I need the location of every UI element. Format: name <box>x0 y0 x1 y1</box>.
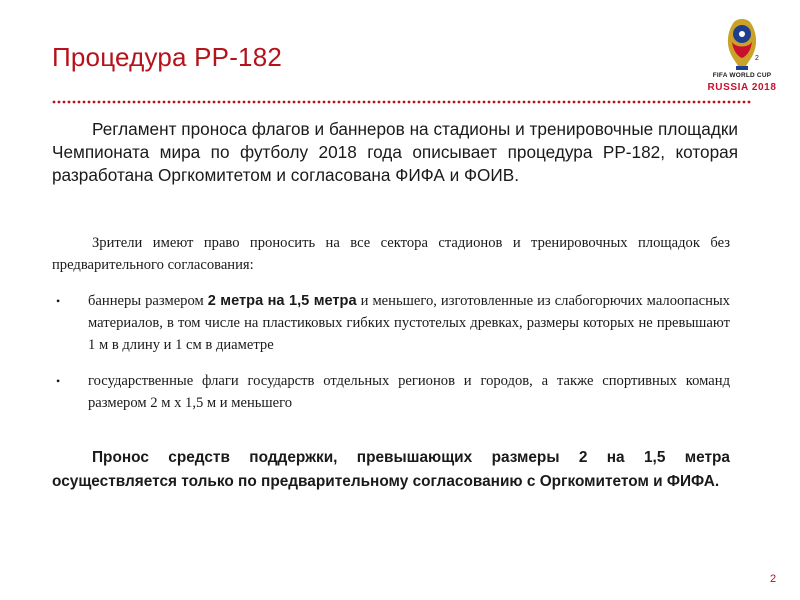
logo-caption-fifa: FIFA WORLD CUP <box>712 72 772 79</box>
svg-text:2: 2 <box>755 55 759 62</box>
rules-block <box>52 232 730 428</box>
page-number: 2 <box>770 573 777 585</box>
rules-lead: Зрители имеют право проносить на все сектора стадионов и тренировочных площадок без предварительного согласования: <box>52 235 730 273</box>
bullet-icon: • <box>56 294 61 308</box>
list-item <box>52 290 730 356</box>
fifa-world-cup-logo <box>702 16 782 102</box>
bullet2-text: государственные флаги государств отдельных регионов и городов, а также спортивных команд размером 2 м х 1,5 м и меньшего <box>88 373 730 411</box>
bullet1-text-end: и меньшего, изготовленные из слабогорючих малоопасных материалов, в том числе на пластиковых гибких пустотелых древках, размеры которых не превышают 1 м в длину и 1 см в диаметре <box>88 293 730 353</box>
bullet-icon: • <box>56 374 61 388</box>
bullet1-size-highlight: 2 метра на 1,5 метра <box>207 293 357 309</box>
trophy-emblem-icon <box>702 16 782 72</box>
rules-list <box>52 290 730 414</box>
bullet1-text-start: баннеры размером <box>88 293 208 309</box>
logo-caption-russia: RUSSIA 2018 <box>707 82 777 93</box>
intro-paragraph: Регламент проноса флагов и баннеров на стадионы и тренировочные площадки Чемпионата мира по футболу 2018 года описывает процедура РР-182, которая разработана Оргкомитетом и согласована ФИФА и ФОИВ. <box>52 119 738 185</box>
closing-paragraph: Пронос средств поддержки, превышающих размеры 2 на 1,5 метра осуществляется только по предварительному согласованию с Оргкомитетом и ФИФА. <box>52 449 730 490</box>
dotted-divider <box>52 99 752 105</box>
page-title: Процедура РР-182 <box>52 42 283 72</box>
list-item <box>52 370 730 414</box>
